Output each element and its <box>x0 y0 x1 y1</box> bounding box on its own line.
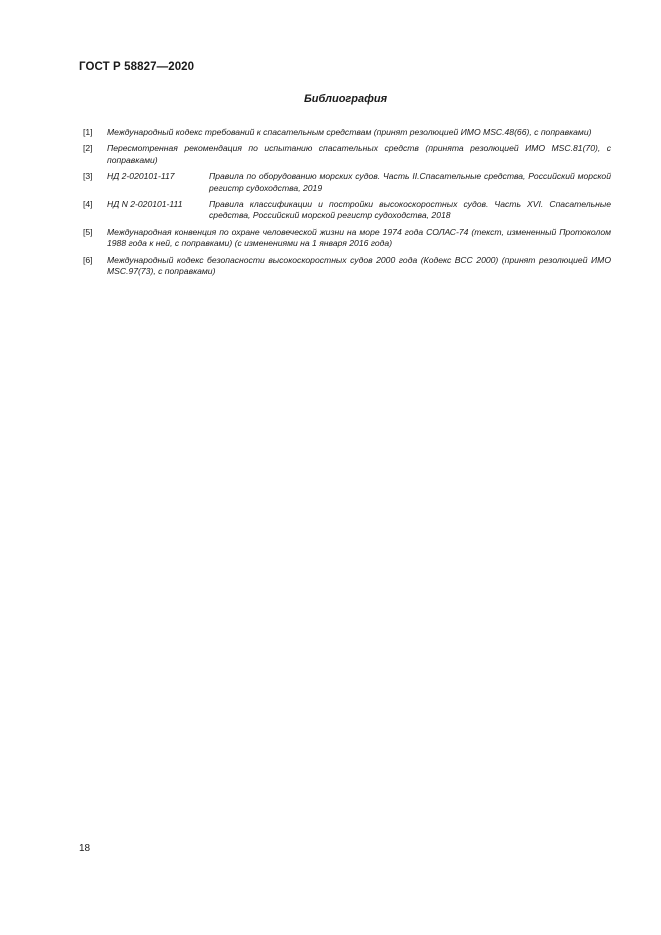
entry-body <box>107 199 611 222</box>
bibliography-entry <box>83 199 611 222</box>
bibliography-title: Библиография <box>303 93 388 105</box>
entry-code: НД N 2-020101-111 <box>107 199 183 210</box>
entry-text: Правила классификации и постройки высокоскоростных судов. Часть XVI. Спасательные средства, Российский морской регистр судоходства, 2018 <box>209 199 611 221</box>
entry-number: [4] <box>83 199 93 210</box>
bibliography-entry <box>83 255 611 278</box>
bibliography-entry <box>83 227 611 250</box>
document-code: ГОСТ Р 58827—2020 <box>79 61 195 73</box>
bibliography-list <box>83 127 611 282</box>
entry-number: [5] <box>83 226 93 237</box>
entry-number: [6] <box>83 254 93 265</box>
bibliography-entry <box>83 127 611 138</box>
entry-text: Международная конвенция по охране человеческой жизни на море 1974 года СОЛАС-74 (текст, измененный Протоколом 1988 года к ней, с поправками) (с изменениями на 1 января 2016 года) <box>107 226 611 249</box>
entry-number: [3] <box>83 171 93 182</box>
entry-number: [2] <box>83 143 93 154</box>
page-number: 18 <box>79 843 91 854</box>
entry-text: Пересмотренная рекомендация по испытанию спасательных средств (принята резолюцией ИМО MSC.81(70), с поправками) <box>107 143 611 165</box>
entry-text: Правила по оборудованию морских судов. Часть II.Спасательные средства, Российский морской регистр судоходства, 2019 <box>209 171 611 193</box>
entry-code: НД 2-020101-117 <box>107 171 175 182</box>
entry-number: [1] <box>83 127 93 137</box>
bibliography-entry <box>83 143 611 166</box>
entry-body <box>107 171 611 194</box>
entry-text: Международный кодекс требований к спасательным средствам (принят резолюцией ИМО MSC.48(66), с поправками) <box>107 127 592 137</box>
entry-text: Международный кодекс безопасности высокоскоростных судов 2000 года (Кодекс ВСС 2000) (принят резолюцией ИМО MSC.97(73), с поправками) <box>107 254 611 277</box>
bibliography-entry <box>83 171 611 194</box>
